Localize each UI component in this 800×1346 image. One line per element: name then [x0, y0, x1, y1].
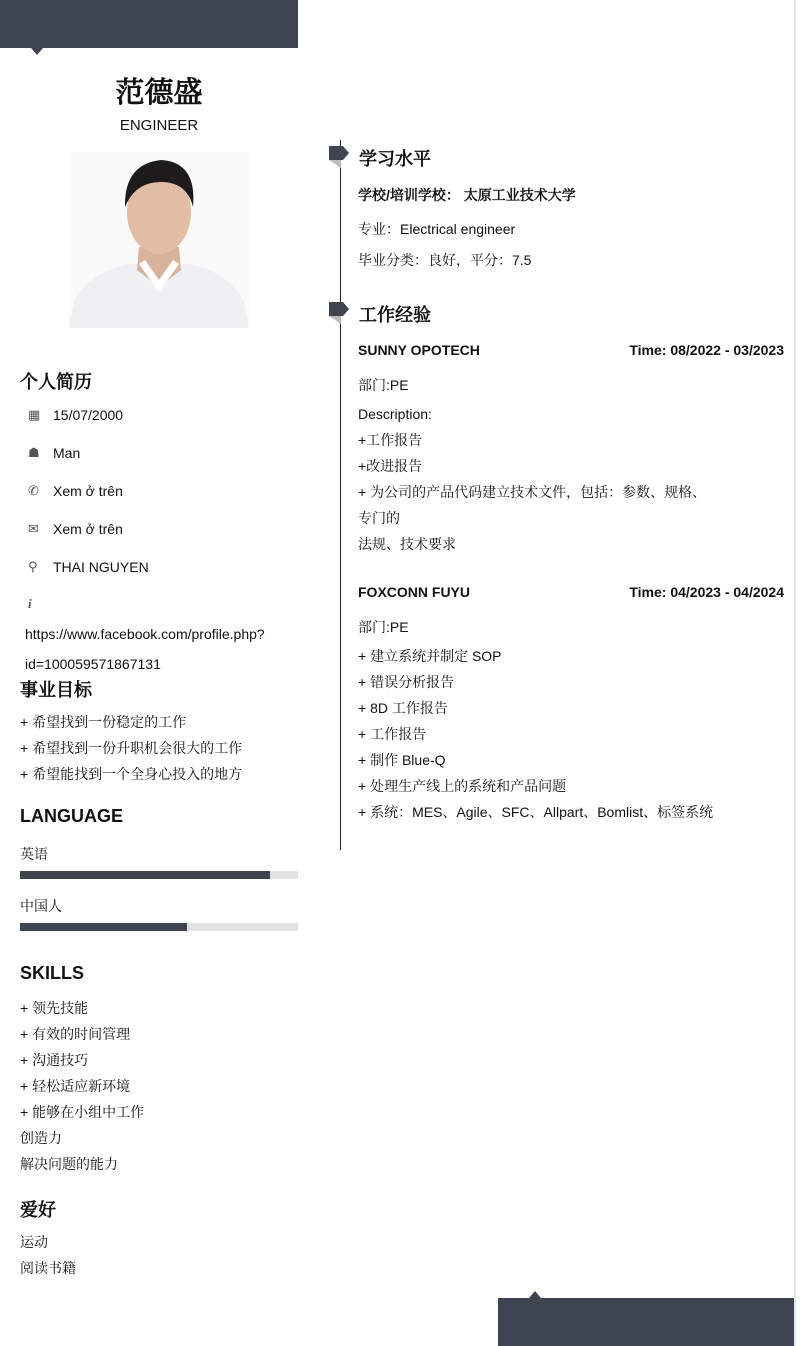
birthdate-text: 15/07/2000: [53, 407, 124, 423]
gender-text: Man: [53, 445, 81, 461]
location-icon: ⚲: [28, 559, 38, 574]
job-department: 部门:PE: [358, 377, 409, 393]
list-item: + 有效的时间管理: [20, 1026, 131, 1042]
footer-bar: [498, 1298, 795, 1346]
hobbies-heading: 爱好: [20, 1200, 56, 1220]
facebook-link-1[interactable]: https://www.facebook.com/profile.php?: [25, 626, 265, 642]
list-item: + 工作报告: [358, 726, 427, 742]
education-heading: 学习水平: [359, 149, 431, 169]
section-marker-icon: [329, 302, 349, 316]
job-description: [358, 401, 706, 557]
list-item: + 领先技能: [20, 1000, 89, 1016]
profile-photo: [69, 152, 249, 328]
skills-heading: SKILLS: [20, 963, 85, 983]
list-item: + 系统：MES、Agile、SFC、Allpart、Bomlist、标签系统: [358, 804, 714, 820]
list-item: + 沟通技巧: [20, 1052, 89, 1068]
education-major: 专业：Electrical engineer: [358, 221, 516, 237]
job-time: Time: 08/2022 - 03/2023: [629, 342, 784, 358]
list-item: +工作报告: [358, 432, 423, 448]
skills-list: [20, 995, 144, 1177]
marker-shadow: [329, 316, 341, 324]
personal-heading: 个人简历: [20, 372, 92, 392]
language-bar-english: [20, 871, 298, 879]
list-item: + 8D 工作报告: [358, 700, 448, 716]
info-location: [28, 559, 149, 575]
timeline-line: [340, 140, 341, 850]
job-time: Time: 04/2023 - 04/2024: [629, 584, 784, 600]
list-item: 创造力: [20, 1130, 62, 1146]
list-item: + 错误分析报告: [358, 674, 455, 690]
list-item: 运动: [20, 1234, 48, 1250]
language-bar-fill: [20, 923, 187, 931]
info-icon: i: [28, 596, 32, 611]
language-bar-chinese: [20, 923, 298, 931]
marker-shadow: [329, 160, 341, 168]
phone-icon: ✆: [28, 483, 39, 498]
list-item: + 建立系统并制定 SOP: [358, 648, 502, 664]
facebook-link-2[interactable]: id=100059571867131: [25, 656, 161, 672]
list-item: + 希望找到一份稳定的工作: [20, 714, 187, 730]
education-school: 学校/培训学校： 太原工业技术大学: [358, 187, 576, 203]
job-company: FOXCONN FUYU: [358, 584, 470, 600]
user-icon: ☗: [28, 445, 40, 460]
education-grade: 毕业分类：良好，平分：7.5: [358, 252, 532, 268]
list-item: Description:: [358, 406, 432, 422]
phone-text: Xem ở trên: [53, 483, 123, 499]
header-bar: [0, 0, 298, 48]
list-item: + 制作 Blue-Q: [358, 752, 446, 768]
list-item: + 希望能找到一个全身心投入的地方: [20, 766, 243, 782]
list-item: 专门的: [358, 510, 400, 526]
email-icon: ✉: [28, 521, 39, 536]
language-heading: LANGUAGE: [20, 806, 123, 826]
info-phone: [28, 483, 123, 499]
list-item: + 为公司的产品代码建立技术文件，包括：参数、规格、: [358, 484, 707, 500]
list-item: +改进报告: [358, 458, 423, 474]
location-text: THAI NGUYEN: [53, 559, 149, 575]
info-link: [28, 596, 53, 612]
candidate-name: 范德盛: [115, 77, 203, 109]
info-birthdate: [28, 407, 123, 423]
page-border: [794, 0, 796, 1346]
list-item: + 能够在小组中工作: [20, 1104, 145, 1120]
section-marker-icon: [329, 146, 349, 160]
job-department: 部门:PE: [358, 619, 409, 635]
job-description: [358, 643, 713, 825]
job-company: SUNNY OPOTECH: [358, 342, 480, 358]
list-item: + 轻松适应新环境: [20, 1078, 131, 1094]
list-item: 解决问题的能力: [20, 1156, 118, 1172]
calendar-icon: ▦: [28, 407, 41, 422]
list-item: + 处理生产线上的系统和产品问题: [358, 778, 567, 794]
email-text: Xem ở trên: [53, 521, 123, 537]
footer-pointer: [529, 1291, 541, 1298]
language-name: 中国人: [20, 898, 62, 914]
info-email: [28, 521, 123, 537]
list-item: + 希望找到一份升职机会很大的工作: [20, 740, 243, 756]
list-item: 阅读书籍: [20, 1260, 76, 1276]
hobbies-list: [20, 1229, 76, 1281]
candidate-title: ENGINEER: [119, 117, 199, 134]
objective-heading: 事业目标: [20, 680, 92, 700]
header-pointer: [31, 48, 43, 55]
objective-list: [20, 709, 242, 787]
language-name: 英语: [20, 846, 48, 862]
list-item: 法规、技术要求: [358, 536, 456, 552]
experience-heading: 工作经验: [359, 305, 431, 325]
info-gender: [28, 445, 80, 461]
language-bar-fill: [20, 871, 270, 879]
